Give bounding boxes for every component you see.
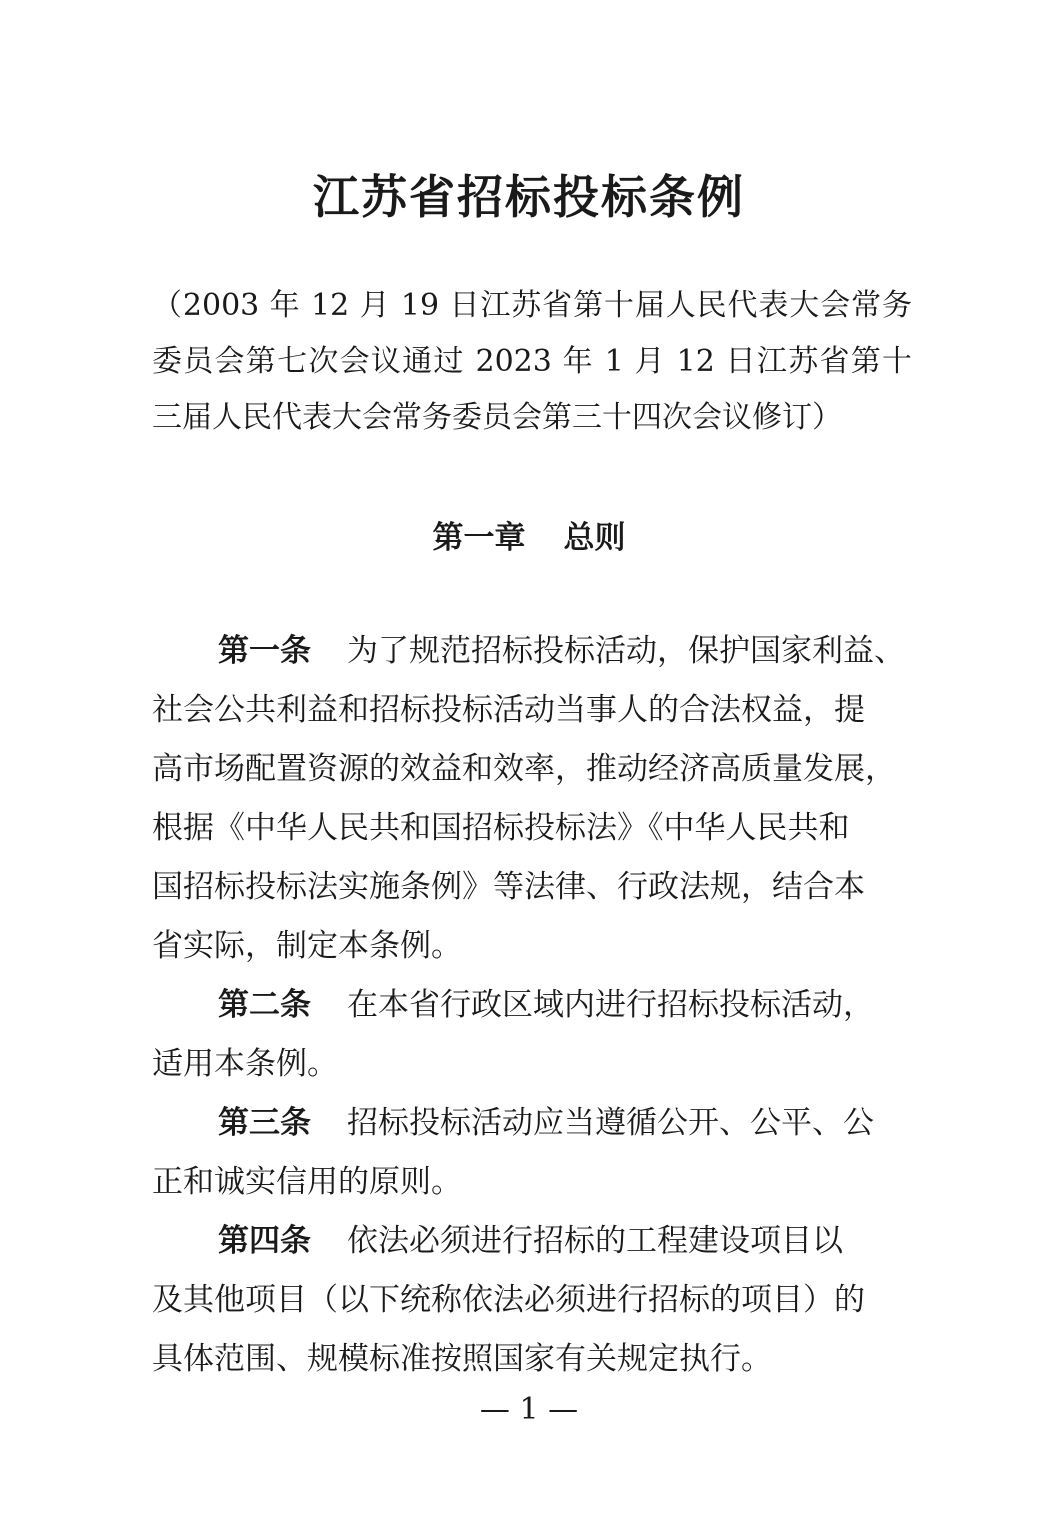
article-text: 国招标投标法实施条例》等法律、行政法规，结合本 [152, 869, 865, 905]
document-title: 江苏省招标投标条例 [313, 170, 745, 224]
chapter-number: 第一章 [432, 520, 526, 556]
article-number: 第二条 [218, 987, 311, 1023]
article-text: 依法必须进行招标的工程建设项目以 [347, 1223, 843, 1259]
chapter-heading [0, 510, 1058, 566]
page-number: — 1 — [479, 1392, 579, 1427]
article-text: 根据《中华人民共和国招标投标法》《中华人民共和 [152, 810, 850, 846]
article-text: 具体范围、规模标准按照国家有关规定执行。 [152, 1341, 772, 1377]
history-line: 三届人民代表大会常务委员会第三十四次会议修订） [152, 400, 842, 435]
article-text: 适用本条例。 [152, 1046, 338, 1082]
chapter-name: 总则 [563, 520, 626, 556]
article-number: 第四条 [218, 1223, 311, 1259]
article-number: 第三条 [218, 1105, 311, 1141]
article-2 [152, 976, 912, 1094]
history-line: （2003 年 12 月 19 日江苏省第十届人民代表大会常务 [152, 288, 912, 323]
article-text: 在本省行政区域内进行招标投标活动， [347, 987, 874, 1023]
article-text: 省实际，制定本条例。 [152, 928, 462, 964]
article-1 [152, 622, 912, 976]
article-text: 招标投标活动应当遵循公开、公平、公 [347, 1105, 874, 1141]
article-3 [152, 1094, 912, 1212]
history-line: 委员会第七次会议通过 2023 年 1 月 12 日江苏省第十 [152, 344, 912, 379]
revision-history [152, 278, 912, 446]
article-text: 高市场配置资源的效益和效率，推动经济高质量发展， [152, 751, 896, 787]
article-text: 社会公共利益和招标投标活动当事人的合法权益，提 [152, 692, 865, 728]
article-4 [152, 1212, 912, 1389]
articles-body [152, 622, 912, 1389]
article-text: 及其他项目（以下统称依法必须进行招标的项目）的 [152, 1282, 865, 1318]
article-text: 正和诚实信用的原则。 [152, 1164, 462, 1200]
article-number: 第一条 [218, 633, 311, 669]
article-text: 为了规范招标投标活动，保护国家利益、 [347, 633, 905, 669]
